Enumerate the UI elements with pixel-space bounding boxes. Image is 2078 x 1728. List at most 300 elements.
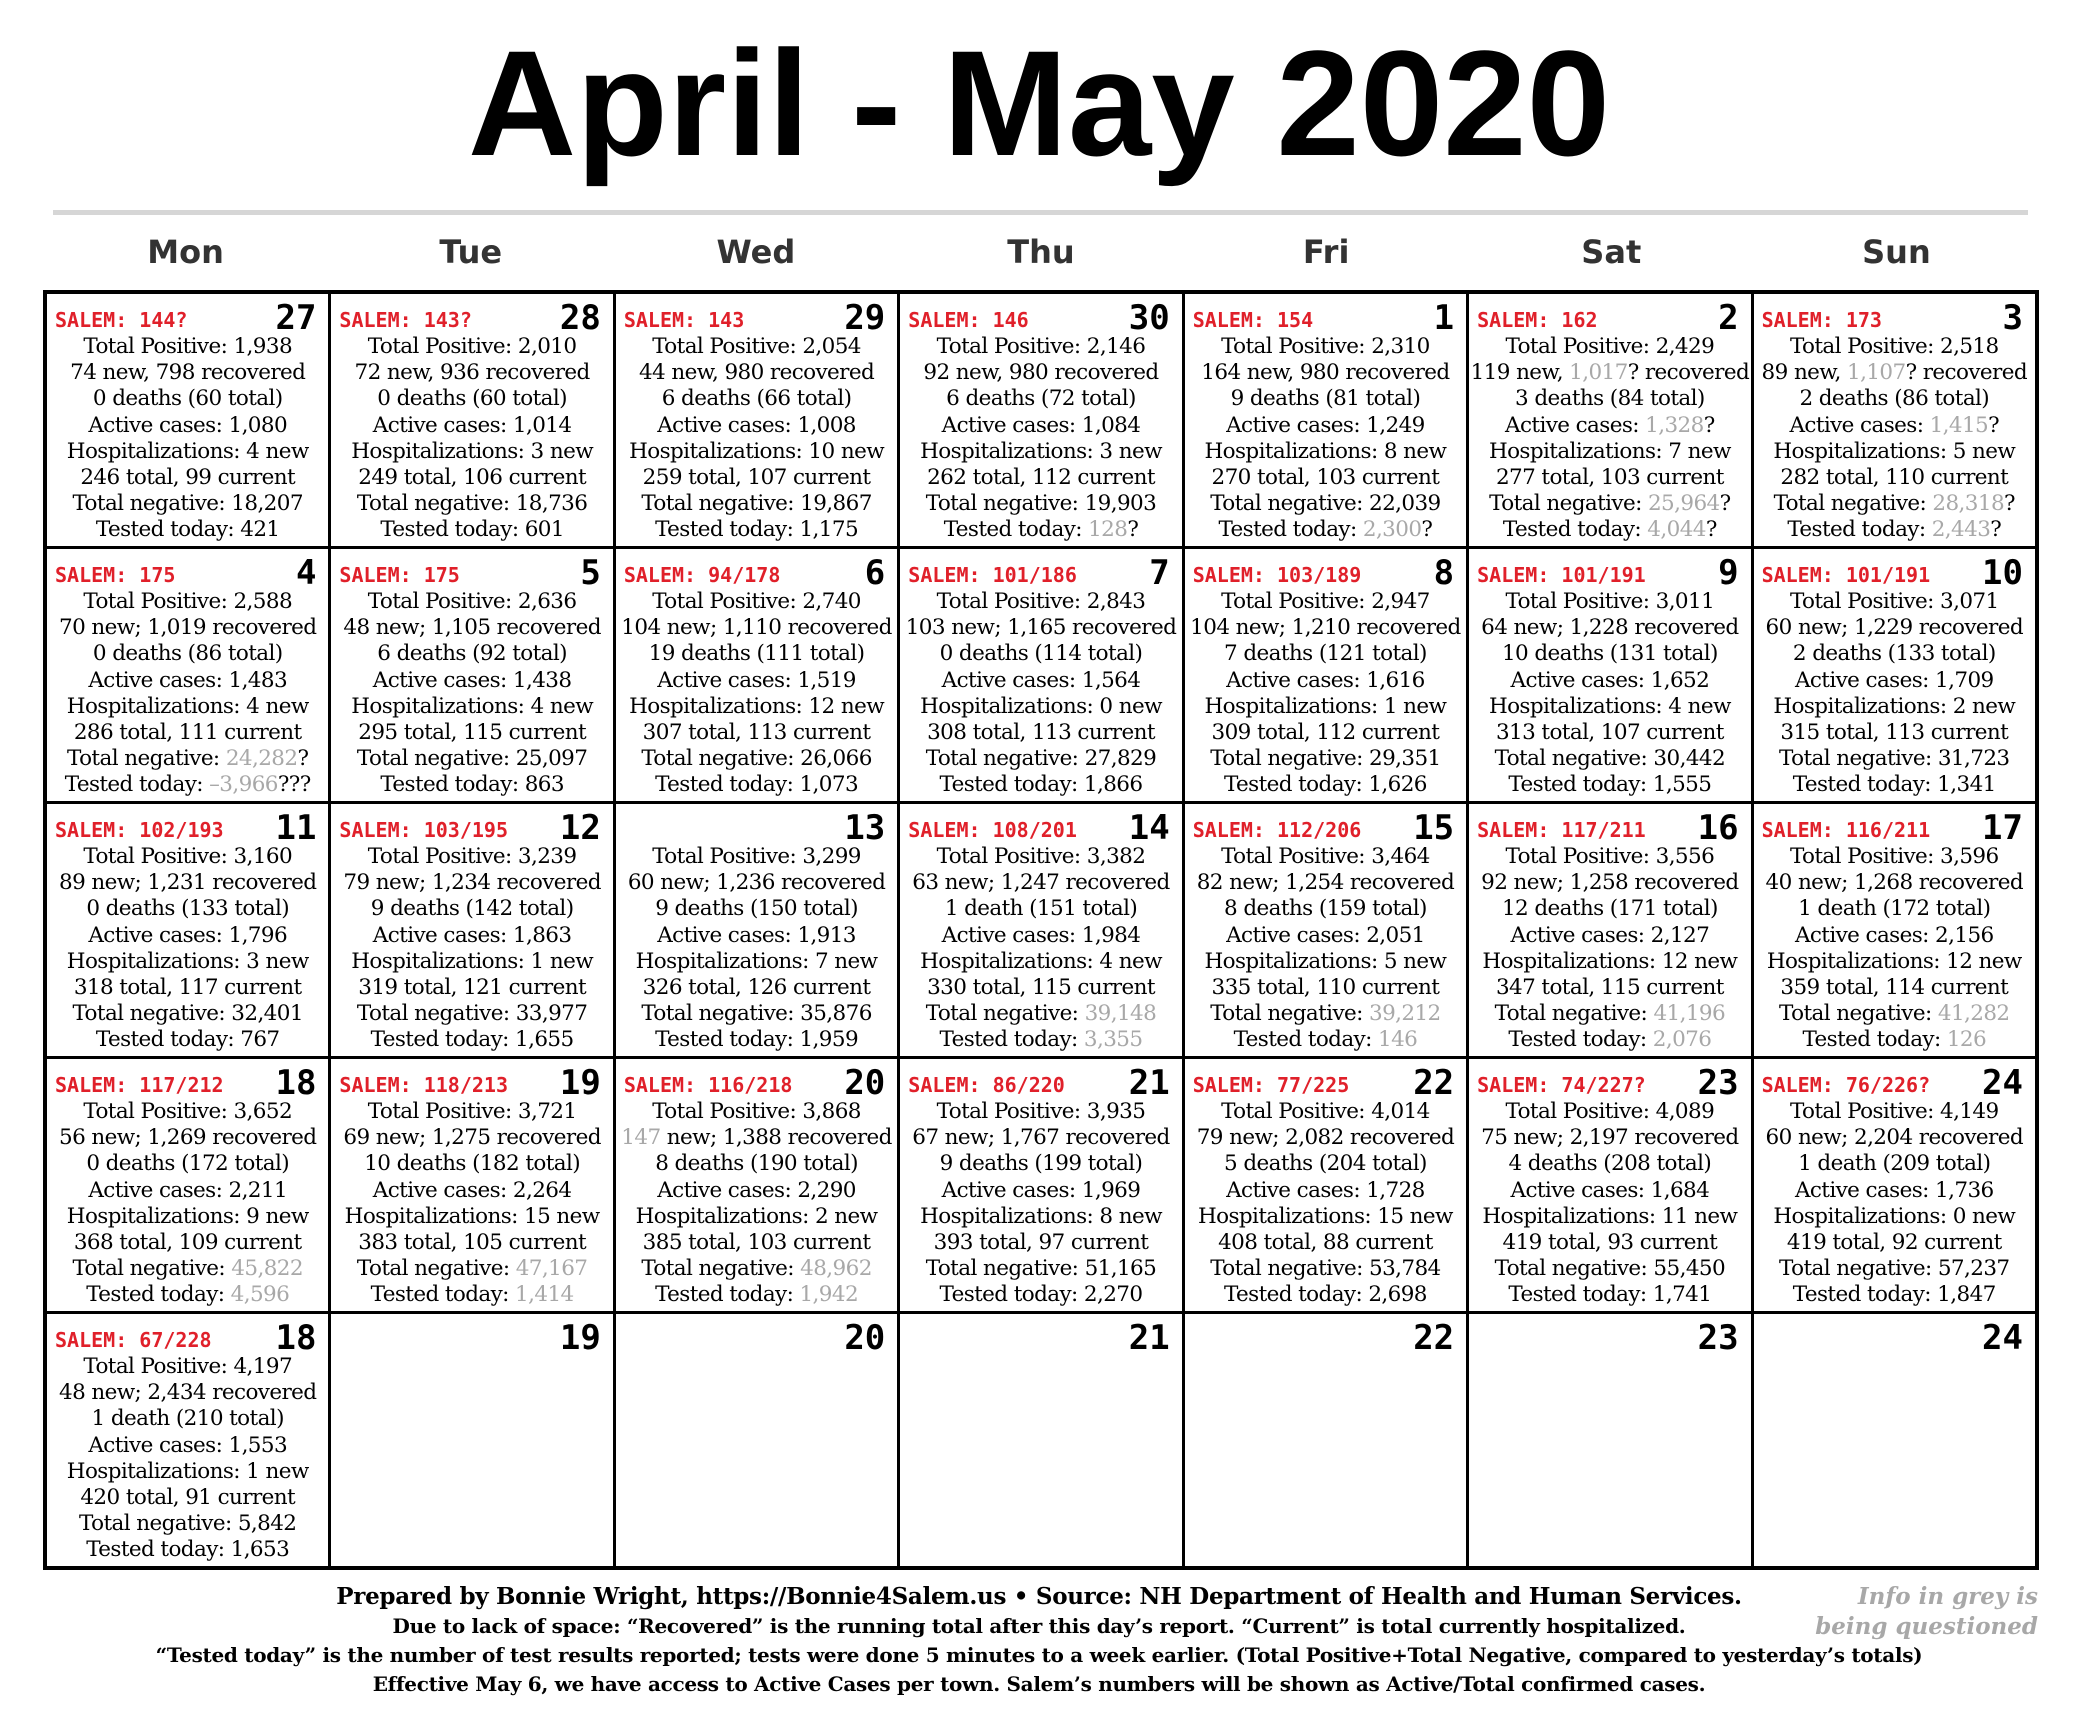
stat-line — [331, 668, 612, 694]
stat-text: Tested today: — [64, 772, 210, 798]
salem-count: SALEM: 162 — [1477, 308, 1598, 332]
day-number: 10 — [1982, 553, 2023, 593]
day-cell-header — [616, 549, 897, 593]
day-cell-header — [900, 294, 1181, 338]
stat-line — [1469, 1125, 1750, 1151]
footer-salem-note: Effective May 6, we have access to Active Cases per town. Salem’s numbers will be shown as Active/Total confirmed cases. — [372, 1672, 1706, 1696]
stat-line — [616, 1230, 897, 1256]
stat-text: 44 new, 980 recovered — [638, 360, 875, 386]
stat-line — [331, 641, 612, 667]
stat-text: Tested today: 601 — [380, 517, 564, 543]
stat-text: Hospitalizations: 4 new — [1488, 693, 1731, 719]
stat-text: Active cases: 1,084 — [941, 412, 1141, 438]
weekday-header-row — [43, 224, 2039, 280]
questioned-value: 1,017 — [1569, 360, 1628, 386]
stat-line — [616, 975, 897, 1001]
stat-line — [47, 923, 328, 949]
questioned-value: 1,328 — [1645, 412, 1704, 438]
day-stats — [47, 334, 328, 544]
questioned-value: 1,107 — [1847, 360, 1906, 386]
weekday-thu: Thu — [1007, 233, 1075, 271]
stat-text: Total negative: — [356, 1256, 516, 1282]
stat-line — [331, 1282, 612, 1308]
stat-text: Tested today: 1,626 — [1223, 772, 1427, 798]
stat-text: Total negative: — [1779, 1001, 1938, 1027]
questioned-value: 128 — [1088, 517, 1128, 543]
stat-line — [47, 465, 328, 491]
stat-line — [1469, 949, 1750, 975]
stat-line — [1185, 949, 1466, 975]
stat-text: Total Positive: 2,146 — [936, 334, 1146, 359]
stat-line — [1754, 923, 2035, 949]
day-cell — [1185, 549, 1466, 801]
stat-text: ? — [2004, 491, 2015, 517]
day-number: 3 — [2002, 298, 2023, 338]
stat-text: 393 total, 97 current — [933, 1230, 1149, 1256]
day-stats — [1754, 844, 2035, 1054]
questioned-value: 39,212 — [1369, 1001, 1441, 1027]
stat-text: Total negative: 30,442 — [1494, 746, 1726, 772]
weekday-fri: Fri — [1302, 233, 1350, 271]
stat-text: Active cases: 2,127 — [1510, 922, 1710, 948]
stat-line — [1185, 1001, 1466, 1027]
stat-text: Tested today: — [1802, 1027, 1947, 1053]
stat-line — [1469, 975, 1750, 1001]
stat-line — [1754, 439, 2035, 465]
day-number: 5 — [580, 553, 601, 593]
stat-line — [1754, 1125, 2035, 1151]
stat-line — [1754, 465, 2035, 491]
stat-text: Hospitalizations: 5 new — [1773, 438, 2016, 464]
stat-text: Total Positive: 3,652 — [83, 1099, 293, 1124]
stat-text: 1 death (209 total) — [1798, 1151, 1991, 1177]
stat-line — [1185, 1256, 1466, 1282]
stat-text: Active cases: 1,913 — [657, 922, 856, 948]
weekday-mon: Mon — [147, 233, 224, 271]
stat-line — [1754, 615, 2035, 641]
salem-count: SALEM: 116/211 — [1761, 818, 1931, 842]
stat-line — [331, 386, 612, 412]
stat-line — [616, 517, 897, 543]
stat-text: Hospitalizations: 3 new — [66, 948, 309, 974]
stat-line — [900, 923, 1181, 949]
stat-line — [1469, 589, 1750, 615]
stat-line — [616, 386, 897, 412]
day-stats — [1469, 844, 1750, 1054]
stat-text: Total Positive: 3,596 — [1789, 844, 1999, 869]
stat-line — [900, 465, 1181, 491]
stat-text: Tested today: 1,847 — [1792, 1282, 1996, 1308]
questioned-value: 4,596 — [230, 1282, 290, 1308]
day-stats — [331, 589, 612, 799]
stat-line — [1185, 386, 1466, 412]
stat-text: Hospitalizations: 7 new — [1488, 438, 1731, 464]
stat-text: 79 new; 2,082 recovered — [1196, 1125, 1455, 1151]
stat-line — [1754, 1204, 2035, 1230]
stat-line — [1754, 694, 2035, 720]
stat-line — [616, 615, 897, 641]
stat-line — [331, 1151, 612, 1177]
stat-text: Active cases: 1,984 — [941, 922, 1141, 948]
stat-text: Hospitalizations: 4 new — [66, 438, 309, 464]
stat-line — [900, 517, 1181, 543]
stat-text: 0 deaths (86 total) — [92, 641, 283, 667]
stat-text: Tested today: 1,073 — [655, 772, 859, 798]
stat-line — [616, 746, 897, 772]
stat-text: 103 new; 1,165 recovered — [905, 615, 1177, 641]
stat-line — [47, 439, 328, 465]
stat-text: Total Positive: 2,843 — [936, 589, 1146, 614]
stat-text: 0 deaths (60 total) — [377, 386, 567, 412]
day-number: 23 — [1697, 1063, 1739, 1103]
stat-text: ? — [1421, 517, 1433, 543]
day-cell-header — [1185, 294, 1466, 338]
day-cell — [331, 294, 612, 546]
stat-line — [331, 1178, 612, 1204]
stat-line — [900, 1256, 1181, 1282]
stat-line — [1469, 1230, 1750, 1256]
stat-line — [47, 1178, 328, 1204]
questioned-value: 3,355 — [1083, 1027, 1143, 1053]
stat-line — [331, 360, 612, 386]
stat-text: Tested today: — [370, 1282, 516, 1308]
stat-text: 10 deaths (131 total) — [1501, 641, 1718, 667]
stat-text: Active cases: 1,863 — [372, 922, 572, 948]
stat-text: Hospitalizations: 11 new — [1482, 1203, 1738, 1229]
stat-line — [1185, 923, 1466, 949]
stat-text: 408 total, 88 current — [1218, 1230, 1433, 1256]
stat-line — [900, 641, 1181, 667]
stat-line — [900, 386, 1181, 412]
salem-count: SALEM: 146 — [908, 308, 1029, 332]
stat-line — [1754, 1178, 2035, 1204]
stat-text: Total Positive: 3,239 — [367, 844, 577, 869]
day-cell — [900, 1059, 1181, 1311]
stat-text: Active cases: — [1505, 412, 1646, 438]
stat-text: ? — [297, 746, 309, 772]
day-cell — [900, 804, 1181, 1056]
stat-line — [1469, 491, 1750, 517]
stat-line — [1469, 334, 1750, 360]
stat-line — [47, 1459, 328, 1485]
stat-text: Active cases: 1,709 — [1794, 667, 1994, 693]
stat-line — [1754, 1151, 2035, 1177]
stat-line — [616, 1204, 897, 1230]
stat-text: Tested today: 1,959 — [655, 1027, 859, 1053]
day-cell-header — [616, 804, 897, 848]
stat-text: Tested today: — [1502, 517, 1648, 543]
stat-text: 308 total, 113 current — [927, 720, 1155, 746]
stat-line — [900, 694, 1181, 720]
stat-line — [1185, 1230, 1466, 1256]
stat-text: 295 total, 115 current — [358, 720, 587, 746]
salem-count: SALEM: 94/178 — [623, 563, 781, 587]
stat-text: 40 new; 1,268 recovered — [1765, 870, 2023, 896]
day-cell-header — [331, 294, 612, 338]
stat-line — [47, 1151, 328, 1177]
stat-text: Active cases: 1,080 — [88, 412, 288, 438]
stat-line — [47, 870, 328, 896]
stat-line — [331, 746, 612, 772]
day-cell — [616, 549, 897, 801]
stat-text: 385 total, 103 current — [642, 1230, 871, 1256]
stat-line — [1185, 975, 1466, 1001]
stat-text: ? recovered — [1627, 360, 1750, 386]
stat-line — [1185, 1125, 1466, 1151]
questioned-value: 1,414 — [515, 1282, 574, 1308]
day-cell — [1185, 1314, 1466, 1566]
questioned-value: 2,443 — [1931, 517, 1991, 543]
day-stats — [331, 334, 612, 544]
day-number: 12 — [559, 808, 601, 848]
stat-text: Tested today: 1,653 — [86, 1537, 290, 1563]
stat-line — [1754, 1282, 2035, 1308]
stat-line — [1469, 439, 1750, 465]
day-stats — [616, 844, 897, 1054]
stat-line — [47, 1380, 328, 1406]
stat-line — [1185, 1027, 1466, 1053]
day-cell-header — [47, 549, 328, 593]
stat-line — [616, 360, 897, 386]
day-stats — [1754, 589, 2035, 799]
stat-text: 92 new, 980 recovered — [923, 360, 1159, 386]
stat-text: Total negative: 57,237 — [1779, 1256, 2010, 1282]
stat-line — [1185, 641, 1466, 667]
stat-text: 48 new; 2,434 recovered — [58, 1380, 317, 1406]
stat-text: Hospitalizations: 15 new — [1197, 1203, 1453, 1229]
questioned-value: 25,964 — [1647, 491, 1720, 517]
questioned-value: 2,300 — [1362, 517, 1422, 543]
day-cell — [331, 549, 612, 801]
day-cell-header — [616, 1059, 897, 1103]
stat-line — [900, 720, 1181, 746]
stat-text: Total negative: 32,401 — [72, 1001, 303, 1027]
stat-line — [1185, 360, 1466, 386]
stat-line — [331, 439, 612, 465]
salem-count: SALEM: 103/189 — [1192, 563, 1362, 587]
stat-text: Hospitalizations: 7 new — [635, 948, 878, 974]
questioned-value: 48,962 — [800, 1256, 872, 1282]
salem-count: SALEM: 102/193 — [55, 818, 224, 842]
stat-line — [616, 491, 897, 517]
stat-text: 5 deaths (204 total) — [1224, 1151, 1427, 1177]
stat-text: Hospitalizations: 0 new — [1773, 1203, 2016, 1229]
stat-text: 270 total, 103 current — [1211, 465, 1440, 491]
stat-text: Total negative: — [72, 1256, 232, 1282]
stat-line — [1469, 641, 1750, 667]
stat-text: ? — [1990, 517, 2002, 543]
stat-text: 0 deaths (114 total) — [939, 641, 1143, 667]
stat-text: Total Positive: 2,636 — [367, 589, 577, 614]
stat-line — [616, 896, 897, 922]
stat-line — [1469, 465, 1750, 491]
stat-line — [616, 413, 897, 439]
stat-text: Active cases: 2,051 — [1226, 922, 1425, 948]
day-number: 16 — [1697, 808, 1739, 848]
grey-legend-note: Info in grey is being questioned — [1815, 1583, 2038, 1640]
weekday-sun: Sun — [1862, 233, 1931, 271]
day-cell-header — [331, 804, 612, 848]
stat-text: Total negative: — [1210, 1001, 1369, 1027]
stat-text: 89 new; 1,231 recovered — [58, 870, 317, 896]
day-stats — [1754, 1099, 2035, 1309]
stat-line — [331, 923, 612, 949]
weekday-wed: Wed — [716, 233, 796, 271]
stat-text: 2 deaths (133 total) — [1792, 641, 1996, 667]
stat-text: Active cases: — [1789, 412, 1930, 438]
questioned-value: 47,167 — [515, 1256, 588, 1282]
stat-text: Total negative: 55,450 — [1494, 1256, 1726, 1282]
day-number: 27 — [275, 298, 317, 338]
stat-line — [47, 746, 328, 772]
stat-text: 79 new; 1,234 recovered — [343, 870, 601, 896]
stat-text: 48 new; 1,105 recovered — [343, 615, 601, 641]
stat-line — [1469, 1256, 1750, 1282]
day-cell-header — [47, 1059, 328, 1103]
stat-line — [616, 1256, 897, 1282]
day-stats — [1185, 1099, 1466, 1309]
stat-line — [1185, 589, 1466, 615]
stat-text: Tested today: 421 — [95, 517, 280, 543]
stat-text: ? — [1719, 491, 1731, 517]
stat-text: Tested today: 1,741 — [1508, 1282, 1712, 1308]
stat-text: 92 new; 1,258 recovered — [1481, 870, 1739, 896]
stat-line — [47, 1511, 328, 1537]
questioned-value: 39,148 — [1084, 1001, 1157, 1027]
stat-line — [1185, 694, 1466, 720]
stat-text: 318 total, 117 current — [73, 975, 302, 1001]
stat-line — [1754, 641, 2035, 667]
stat-line — [1469, 870, 1750, 896]
day-cell — [1185, 1059, 1466, 1311]
day-cell-header — [1469, 549, 1750, 593]
stat-text: 1 death (172 total) — [1798, 896, 1991, 922]
stat-text: Tested today: — [1218, 517, 1363, 543]
stat-text: 335 total, 110 current — [1211, 975, 1440, 1001]
day-cell — [47, 1059, 328, 1311]
stat-line — [47, 1001, 328, 1027]
stat-text: 319 total, 121 current — [358, 975, 587, 1001]
day-number: 7 — [1149, 553, 1170, 593]
stat-line — [1754, 1256, 2035, 1282]
stat-line — [1754, 413, 2035, 439]
stat-line — [1469, 668, 1750, 694]
stat-text: 74 new, 798 recovered — [70, 360, 306, 386]
stat-text: Hospitalizations: 12 new — [1482, 948, 1738, 974]
stat-line — [47, 491, 328, 517]
stat-text: Tested today: 1,175 — [655, 517, 859, 543]
day-cell-header — [1754, 1059, 2035, 1103]
stat-line — [1185, 413, 1466, 439]
stat-text: Active cases: 1,519 — [657, 667, 856, 693]
stat-text: Tested today: 1,341 — [1792, 772, 1996, 798]
day-number: 21 — [1128, 1063, 1170, 1103]
stat-line — [47, 694, 328, 720]
stat-text: Active cases: 1,736 — [1794, 1177, 1994, 1203]
stat-text: 64 new; 1,228 recovered — [1481, 615, 1739, 641]
stat-text: 383 total, 105 current — [358, 1230, 587, 1256]
day-cell — [331, 1059, 612, 1311]
day-cell-header — [900, 1059, 1181, 1103]
stat-line — [1185, 870, 1466, 896]
stat-line — [1469, 517, 1750, 543]
stat-text: Active cases: 1,616 — [1226, 667, 1425, 693]
day-stats — [900, 334, 1181, 544]
stat-line — [331, 720, 612, 746]
stat-line — [900, 975, 1181, 1001]
salem-count: SALEM: 112/206 — [1192, 818, 1362, 842]
stat-line — [1185, 1204, 1466, 1230]
stat-line — [1185, 1178, 1466, 1204]
stat-text: 72 new, 936 recovered — [354, 360, 590, 386]
footer-notes — [0, 1582, 2078, 1699]
day-cell-header — [1469, 804, 1750, 848]
weekday-tue: Tue — [439, 233, 503, 271]
stat-line — [900, 1027, 1181, 1053]
stat-line — [47, 360, 328, 386]
salem-count: SALEM: 101/191 — [1761, 563, 1931, 587]
day-cell-header — [1754, 1314, 2035, 1358]
stat-line — [900, 1204, 1181, 1230]
stat-text: ? — [1988, 412, 2000, 438]
stat-text: 420 total, 91 current — [80, 1485, 296, 1511]
day-number: 13 — [844, 808, 886, 848]
stat-line — [1185, 517, 1466, 543]
questioned-value: 45,822 — [231, 1256, 303, 1282]
stat-line — [900, 615, 1181, 641]
day-cell — [1469, 549, 1750, 801]
stat-line — [1185, 746, 1466, 772]
day-number: 11 — [275, 808, 317, 848]
day-cell-header — [1754, 549, 2035, 593]
stat-text: 8 deaths (190 total) — [655, 1151, 858, 1177]
stat-text: Total Positive: 4,089 — [1505, 1099, 1715, 1124]
stat-line — [900, 1001, 1181, 1027]
stat-line — [616, 1151, 897, 1177]
questioned-value: 146 — [1377, 1027, 1418, 1053]
stat-line — [1754, 386, 2035, 412]
stat-line — [1185, 896, 1466, 922]
day-stats — [616, 589, 897, 799]
stat-text: 2 deaths (86 total) — [1799, 386, 1990, 412]
stat-text: Total Positive: 3,556 — [1505, 844, 1715, 869]
stat-line — [616, 694, 897, 720]
day-number: 9 — [1718, 553, 1739, 593]
stat-text: 75 new; 2,197 recovered — [1481, 1125, 1739, 1151]
day-cell-header — [331, 1314, 612, 1358]
questioned-value: 41,196 — [1653, 1001, 1726, 1027]
stat-text: Total Positive: 3,382 — [936, 844, 1146, 869]
stat-text: Total Positive: 4,197 — [83, 1354, 293, 1379]
stat-line — [1185, 491, 1466, 517]
day-number: 14 — [1128, 808, 1170, 848]
stat-text: 82 new; 1,254 recovered — [1196, 870, 1455, 896]
stat-line — [47, 386, 328, 412]
stat-text: Total Positive: 3,464 — [1221, 844, 1430, 869]
stat-text: Tested today: 1,655 — [370, 1027, 574, 1053]
stat-line — [47, 1433, 328, 1459]
stat-line — [616, 870, 897, 896]
stat-text: Active cases: 1,008 — [657, 412, 856, 438]
stat-text: 164 new, 980 recovered — [1201, 360, 1450, 386]
stat-line — [616, 1282, 897, 1308]
day-cell — [1754, 294, 2035, 546]
stat-text: 10 deaths (182 total) — [364, 1151, 581, 1177]
stat-line — [331, 517, 612, 543]
stat-text: Total negative: 18,736 — [356, 491, 588, 517]
stat-text: Hospitalizations: 10 new — [629, 438, 885, 464]
day-number: 21 — [1128, 1318, 1170, 1358]
